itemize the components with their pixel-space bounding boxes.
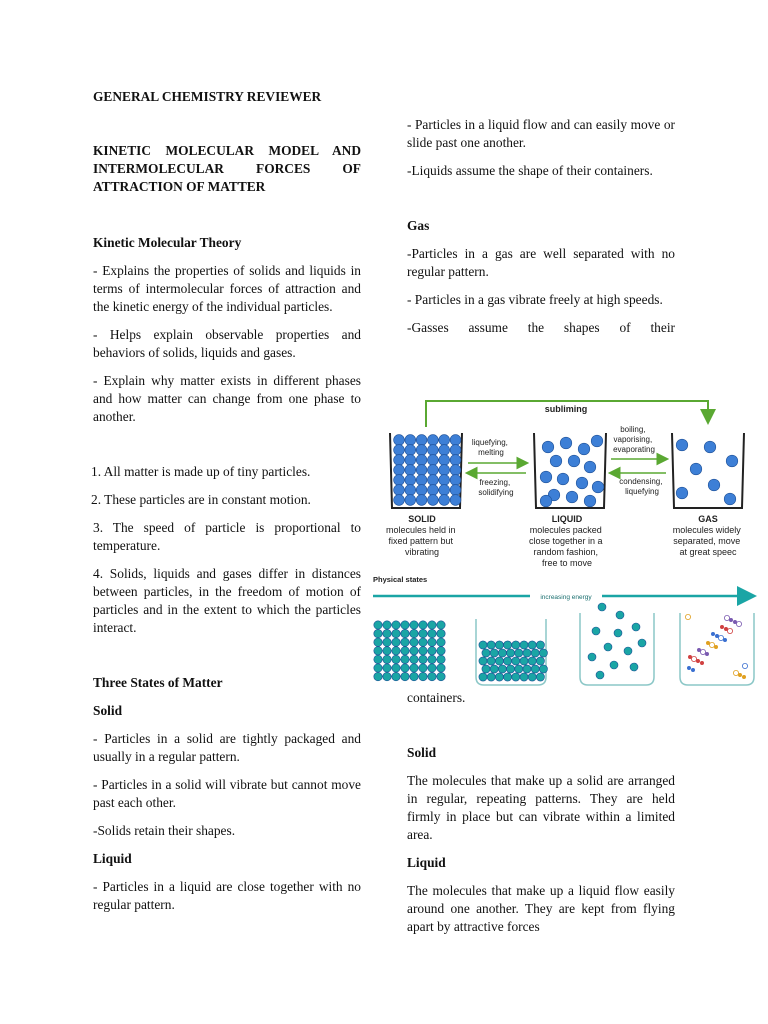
gas-label: GAS [698,514,718,524]
molecule [394,435,405,446]
molecule [676,487,688,499]
molecule [450,465,461,476]
particle [383,664,391,672]
molecule [439,475,450,486]
particle [504,673,512,681]
ion-particle [696,659,699,662]
particle [624,647,632,655]
molecule [416,475,427,486]
molecule [428,455,439,466]
particle [401,638,409,646]
states-of-matter-figure [370,395,762,687]
molecule [724,493,736,505]
particle [401,647,409,655]
molecule [428,435,439,446]
bottom-gas-container-2 [680,613,754,685]
particle [437,672,445,680]
ion-particle [738,673,741,676]
molecule [439,485,450,496]
condensing-label: condensing, liquefying [619,477,663,496]
particle [428,629,436,637]
molecule [416,435,427,446]
particle [392,621,400,629]
ion-particle [691,656,696,661]
ion-particle [705,652,708,655]
molecule [405,435,416,446]
particle [528,673,536,681]
liquid-text: The molecules that make up a liquid flow easily around one another. They are kept from flying apart by attractive forces [407,883,675,934]
particle [410,672,418,680]
particle [374,629,382,637]
particle [490,649,498,657]
molecule [405,475,416,486]
bottom-ionized-particles [685,614,747,678]
particle [504,657,512,665]
solid-text: The molecules that make up a solid are arranged in regular, repeating patterns. They are held firmly in place but can vibrate within a limited area. [407,773,675,842]
particle [374,664,382,672]
molecule [405,445,416,456]
particle [374,638,382,646]
molecule [428,495,439,506]
increasing-energy-label: increasing energy [540,594,592,601]
liquid-label: LIQUID [551,514,583,524]
molecule [591,435,603,447]
solid-desc: molecules held in fixed pattern but vibrating [385,525,456,557]
particle [401,629,409,637]
liquid-point: - Particles in a liquid are close together with no regular pattern. [93,879,361,912]
particle [539,649,547,657]
left-column [93,88,361,924]
particle [437,655,445,663]
molecule [405,485,416,496]
particle [479,673,487,681]
molecule [540,471,552,483]
particle [512,641,520,649]
particle [523,649,531,657]
kmt-heading: Kinetic Molecular Theory [93,235,242,250]
ion-particle [697,648,700,651]
particle [419,672,427,680]
molecule [450,445,461,456]
particle [428,672,436,680]
particle [437,621,445,629]
particle [539,665,547,673]
particle [419,647,427,655]
particle [392,647,400,655]
particle [428,664,436,672]
ion-particle [733,620,736,623]
gas-desc: molecules widely separated, move at great speec [672,525,741,557]
molecule [405,455,416,466]
particle [616,611,624,619]
particle [482,665,490,673]
molecule [416,455,427,466]
solid-heading-right: Solid [407,745,437,760]
particle [428,638,436,646]
molecule [560,437,572,449]
gas-heading: Gas [407,218,430,233]
particle [479,657,487,665]
particle [410,647,418,655]
molecule [416,495,427,506]
molecule [690,463,702,475]
ion-particle [742,675,745,678]
particle [383,621,391,629]
particle [374,655,382,663]
particle [410,638,418,646]
particle [507,649,515,657]
particle [520,673,528,681]
particle [392,655,400,663]
kmt-point: - Explains the properties of solids and liquids in terms of intermolecular forces of attraction and the kinetic energy of the individual particles. [93,263,361,314]
particle [392,672,400,680]
particle [487,657,495,665]
particle [374,672,382,680]
molecule [394,495,405,506]
particle [437,629,445,637]
particle [610,661,618,669]
bottom-liquid-molecules [479,641,548,681]
ion-particle [724,615,729,620]
particle [401,672,409,680]
ion-particle [727,628,732,633]
ion-particle [733,670,738,675]
molecule [576,477,588,489]
particle [495,673,503,681]
ion-particle [691,668,694,671]
molecule [394,475,405,486]
gas-point: -Particles in a gas are well separated with no regular pattern. [407,246,675,279]
molecule [394,465,405,476]
molecule [708,479,720,491]
solid-point: - Particles in a solid are tightly packaged and usually in a regular pattern. [93,731,361,764]
particle [428,647,436,655]
particle [588,653,596,661]
gas-molecules [676,439,738,505]
particle [419,664,427,672]
particle [383,638,391,646]
particle [632,623,640,631]
bottom-solid-lattice [374,621,445,681]
particle [383,655,391,663]
particle [507,665,515,673]
particle [504,641,512,649]
gas-point: -Gasses assume the shapes of their [407,320,675,335]
right-column-bottom [407,689,675,946]
molecule [416,445,427,456]
particle [515,665,523,673]
particle [487,641,495,649]
postulate: 1. All matter is made up of tiny particles. [91,464,311,479]
ion-particle [709,642,714,647]
molecule [428,485,439,496]
particle [520,657,528,665]
ion-particle [685,614,690,619]
particle [536,657,544,665]
postulate: 4. Solids, liquids and gases differ in distances between particles, in the freedom of motion of particles and in the extent to which the particles interact. [93,566,361,635]
molecule [450,435,461,446]
particle [437,647,445,655]
molecule [439,455,450,466]
particle [512,657,520,665]
molecule [540,495,552,507]
particle [536,641,544,649]
particle [419,629,427,637]
molecule [578,443,590,455]
ion-particle [687,666,690,669]
ion-particle [700,649,705,654]
molecule [568,455,580,467]
liquid-desc: molecules packed close together in a random fashion, free to move [528,525,603,568]
molecule [394,485,405,496]
ion-particle [736,621,741,626]
particle [428,655,436,663]
ion-particle [706,641,709,644]
particle [374,621,382,629]
molecule [557,473,569,485]
particle [528,641,536,649]
particle [528,657,536,665]
molecule [394,455,405,466]
particle [392,638,400,646]
section-title: KINETIC MOLECULAR MODEL AND INTERMOLECULAR FORCES OF ATTRACTION OF MATTER [93,143,361,194]
molecule [726,455,738,467]
molecule [584,495,596,507]
particle [523,665,531,673]
ion-particle [700,661,703,664]
postulate: 3. The speed of particle is proportional to temperature. [93,520,361,553]
particle [479,641,487,649]
subliming-label: subliming [544,404,588,414]
molecule [439,435,450,446]
particle [520,641,528,649]
particle [428,621,436,629]
molecule [439,445,450,456]
molecule [405,495,416,506]
molecule [450,485,461,496]
particle [487,673,495,681]
molecule [439,495,450,506]
bottom-gas-molecules [588,603,646,679]
ion-particle [723,638,726,641]
ion-particle [724,627,727,630]
ion-particle [729,618,732,621]
ion-particle [688,655,691,658]
molecule [566,491,578,503]
liquid-point: - Particles in a liquid flow and can easily move or slide past one another. [407,117,675,150]
physical-states-label: Physical states [373,575,428,584]
liquid-heading-right: Liquid [407,855,446,870]
gas-point: - Particles in a gas vibrate freely at high speeds. [407,292,663,307]
particle [383,629,391,637]
particle [437,638,445,646]
postulate: 2. These particles are in constant motion. [91,492,311,507]
particle [401,664,409,672]
particle [392,664,400,672]
solid-molecules [394,435,461,506]
particle [536,673,544,681]
particle [383,672,391,680]
particle [638,639,646,647]
molecule [394,445,405,456]
molecule [450,455,461,466]
ion-particle [714,645,717,648]
particle [419,638,427,646]
particle [490,665,498,673]
molecule [676,439,688,451]
particle [495,641,503,649]
liquid-point: -Liquids assume the shape of their containers. [407,163,653,178]
molecule [542,441,554,453]
particle [498,665,506,673]
particle [598,603,606,611]
doc-title: GENERAL CHEMISTRY REVIEWER [93,89,322,104]
particle [401,655,409,663]
particle [392,629,400,637]
molecule [428,465,439,476]
particle [410,621,418,629]
boiling-label: boiling, vaporising, evaporating [613,425,655,454]
ion-particle [742,663,747,668]
molecule [550,455,562,467]
particle [630,663,638,671]
particle [512,673,520,681]
ion-particle [711,632,714,635]
ion-particle [718,635,723,640]
particle [604,643,612,651]
particle [531,649,539,657]
solid-point: -Solids retain their shapes. [93,823,236,838]
particle [419,621,427,629]
solid-heading: Solid [93,703,123,718]
particle [531,665,539,673]
particle [410,664,418,672]
ion-particle [720,625,723,628]
molecule [584,461,596,473]
molecule [439,465,450,476]
liquid-heading: Liquid [93,851,132,866]
gas-continuation: containers. [407,690,466,705]
bottom-gas-container-1 [580,613,654,685]
particle [596,671,604,679]
particle [383,647,391,655]
particle [592,627,600,635]
particle [410,629,418,637]
molecule [592,481,604,493]
molecule [450,475,461,486]
kmt-point: - Explain why matter exists in different phases and how matter can change from one phase to another. [93,373,361,424]
solid-point: - Particles in a solid will vibrate but cannot move past each other. [93,777,361,810]
particle [495,657,503,665]
molecule [428,475,439,486]
right-column-top [407,116,675,347]
particle [374,647,382,655]
molecule [704,441,716,453]
particle [482,649,490,657]
particle [515,649,523,657]
particle [410,655,418,663]
freezing-label: freezing, solidifying [478,478,514,497]
particle [401,621,409,629]
particle [437,664,445,672]
particle [614,629,622,637]
particle [498,649,506,657]
melting-label: liquefying, melting [471,438,508,457]
molecule [428,445,439,456]
molecule [405,465,416,476]
kmt-point: - Helps explain observable properties and behaviors of solids, liquids and gases. [93,327,361,360]
molecule [450,495,461,506]
particle [419,655,427,663]
molecule [416,485,427,496]
ion-particle [715,634,718,637]
solid-label: SOLID [408,514,436,524]
molecule [416,465,427,476]
states-heading: Three States of Matter [93,675,223,690]
liquid-molecules [540,435,604,507]
